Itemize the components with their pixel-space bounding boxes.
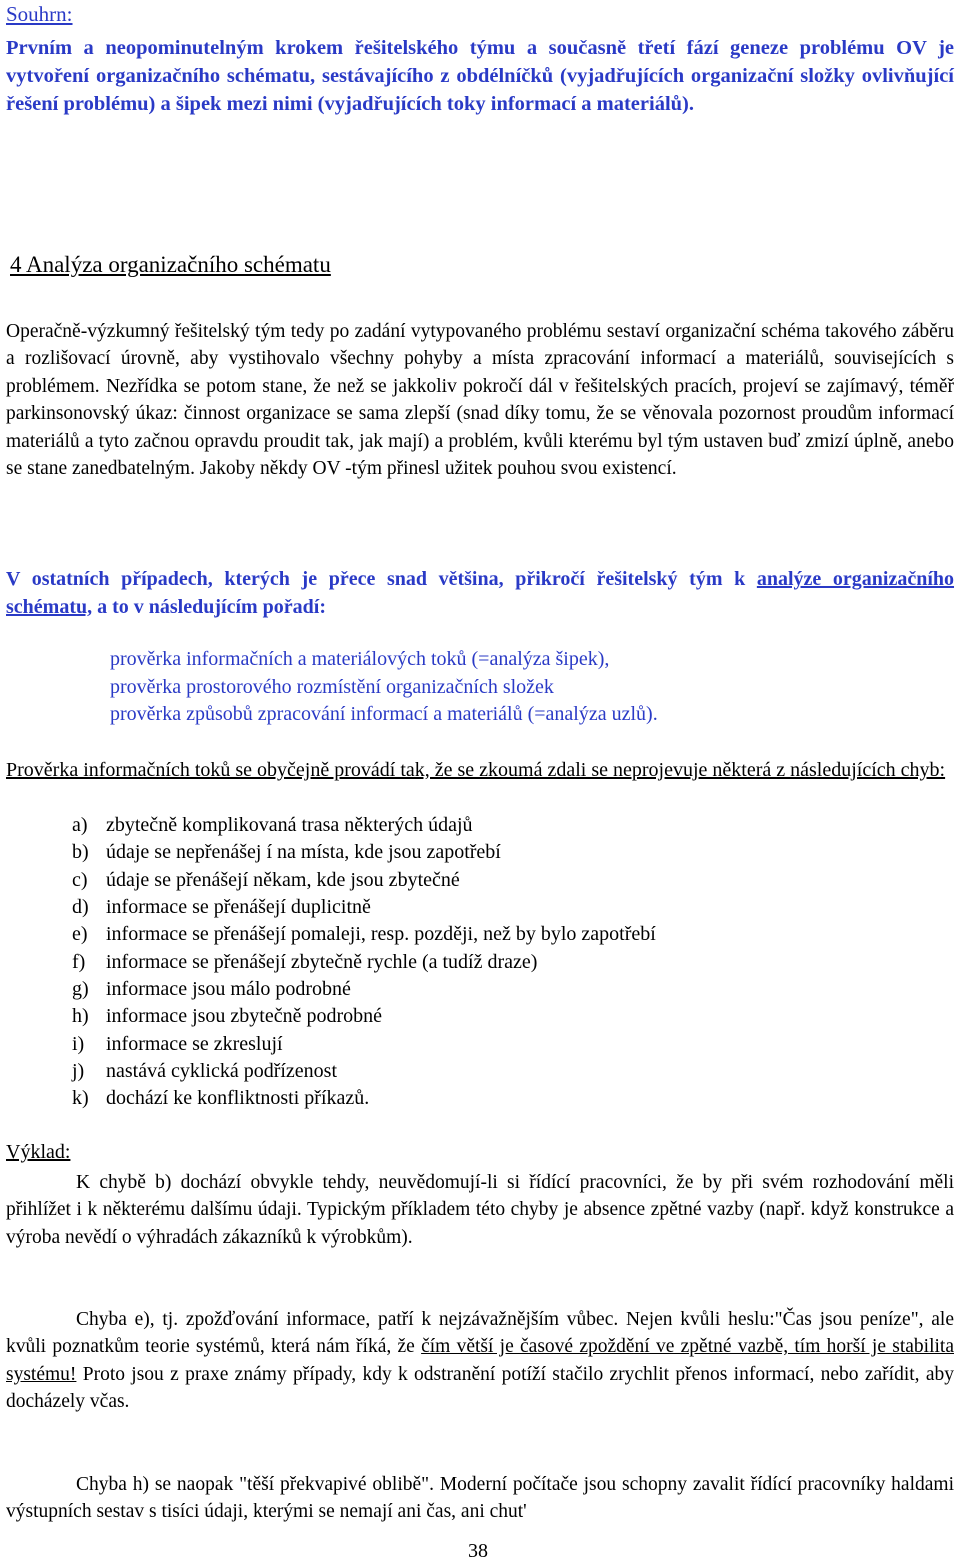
error-text: informace se zkreslují — [106, 1032, 283, 1055]
error-text: informace jsou zbytečně podrobné — [106, 1005, 383, 1028]
error-item — [72, 976, 656, 1003]
check-item: prověrka způsobů zpracování informací a materiálů (=analýza uzlů). — [110, 703, 658, 725]
error-item — [72, 839, 656, 866]
check-item: prověrka prostorového rozmístění organizačních složek — [110, 675, 554, 698]
errors-intro: Prověrka informačních toků se obyčejně provádí tak, že se zkoumá zdali se neprojevuje některá z následujících chyb: — [6, 759, 946, 781]
error-text: nastává cyklická podřízenost — [106, 1060, 338, 1083]
error-e-text: Chyba e), tj. zpožďování informace, patří k nejzávažnějším vůbec. Nejen kvůli heslu:"Čas jsou peníze", ale kvůli poznatkům teorie systémů, která nám říká, že — [6, 1309, 954, 1358]
error-list — [72, 812, 656, 1113]
summary-title: Souhrn: — [6, 2, 73, 26]
paragraph-error-b: K chybě b) dochází obvykle tehdy, neuvědomují-li si řídící pracovníci, že by při svém rozhodování měli přihlížet i k některému dalšímu údaji. Typickým příkladem této chyby je absence zpětné vazby (např. když konstrukce a výroba nevědí o výhradách zákazníků k výrobkům). — [6, 1172, 954, 1248]
error-item — [72, 949, 656, 976]
paragraph-error-e — [6, 1306, 954, 1416]
error-marker: a) — [72, 814, 88, 836]
error-text: dochází ke konfliktnosti příkazů. — [106, 1087, 370, 1110]
error-item — [72, 921, 656, 948]
error-marker: h) — [72, 1005, 89, 1028]
analysis-link-text: analýze organizačního schématu, — [6, 568, 955, 618]
error-marker: j) — [72, 1060, 85, 1083]
summary-text: Prvním a neopominutelným krokem řešitelského týmu a současně třetí fází geneze problému OV je vytvoření organizačního schématu, sestávajícího z obdélníčků (vyjadřujících organizační složky ovlivňující řešení problému) a šipek mezi nimi (vyjadřujících toky informací a materiálů). — [6, 37, 954, 115]
error-marker: c) — [72, 868, 88, 891]
error-text: zbytečně komplikovaná trasa některých údajů — [106, 814, 473, 836]
page-number: 38 — [468, 1540, 488, 1562]
error-item — [72, 867, 656, 894]
error-text: informace se přenášejí zbytečně rychle (a tudíž draze) — [106, 950, 538, 973]
error-marker: i) — [72, 1032, 85, 1055]
error-marker: g) — [72, 978, 89, 1001]
paragraph-analysis-order — [6, 565, 954, 621]
check-list — [110, 646, 658, 729]
analysis-order-tail: a to v následujícím pořadí: — [92, 596, 327, 618]
error-item — [72, 1058, 656, 1085]
explanation-label: Výklad: — [6, 1141, 71, 1163]
error-item — [72, 894, 656, 921]
error-e-tail: Proto jsou z praxe známy případy, kdy k odstranění potíží stačilo zrychlit přenos informací, nebo zařídit, aby docházely včas. — [6, 1363, 954, 1413]
error-marker: b) — [72, 841, 89, 864]
error-text: údaje se přenášejí někam, kde jsou zbytečné — [106, 868, 460, 891]
error-item — [72, 1031, 656, 1058]
error-marker: d) — [72, 896, 89, 919]
error-marker: e) — [72, 923, 88, 946]
error-item — [72, 1085, 656, 1112]
error-text: informace se přenášejí pomaleji, resp. později, než by bylo zapotřebí — [106, 923, 656, 946]
error-marker: f) — [72, 950, 86, 973]
error-e-emphasis: čím větší je časové zpoždění ve zpětné vazbě, tím horší je stabilita systému! — [6, 1336, 954, 1385]
error-marker: k) — [72, 1087, 89, 1110]
error-item — [72, 1003, 656, 1030]
section-heading: 4 Analýza organizačního schématu — [10, 252, 331, 277]
error-text: informace se přenášejí duplicitně — [106, 896, 371, 919]
paragraph-intro: Operačně-výzkumný řešitelský tým tedy po zadání vytypovaného problému sestaví organizační schéma takového záběru a rozlišovací úrovně, aby vystihovalo všechny pohyby a místa zpracování informací a materiálů, souvisejících s problémem. Nezřídka se potom stane, že než se jakkoliv pokročí dál v řešitelských pracích, projeví se zajímavý, téměř parkinsonovský úkaz: činnost organizace se sama zlepší (snad díky tomu, že se věnovala pozornost proudům informací materiálů a tyto začnou opravdu proudit tak, jak mají) a problém, kvůli kterému byl tým ustaven buď zmizí úplně, anebo se stane zanedbatelným. Jakoby někdy OV -tým přinesl užitek pouhou svou existencí. — [6, 321, 954, 480]
error-text: údaje se nepřenášej í na místa, kde jsou zapotřebí — [106, 841, 501, 864]
check-item: prověrka informačních a materiálových toků (=analýza šipek), — [110, 648, 610, 670]
error-text: informace jsou málo podrobné — [106, 978, 351, 1001]
paragraph-error-h: Chyba h) se naopak "těší překvapivé oblibě". Moderní počítače jsou schopny zavalit řídící pracovníky haldami výstupních sestav s tisíci údaji, kterými se nemají ani čas, ani chut' — [6, 1474, 954, 1523]
analysis-order-text: V ostatních případech, kterých je přece snad většina, přikročí řešitelský tým k — [6, 568, 757, 590]
error-item — [72, 812, 656, 839]
